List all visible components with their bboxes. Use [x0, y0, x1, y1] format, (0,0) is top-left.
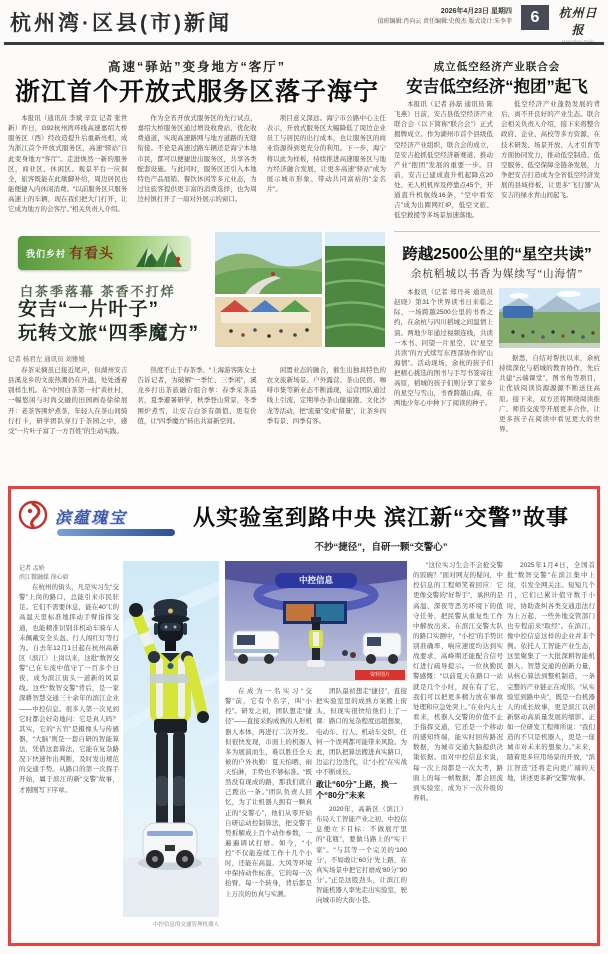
tea-headline-line1: 安吉“一片叶子”: [18, 299, 160, 320]
robot-photo-caption: 中控信息的交通管理机器人: [152, 922, 219, 928]
tea-col-3: 闲置业态的融合，催生出独具特色的农文旅新场景。户外露营、茶山民宿、咖啡市集等新业态不断涌现，运营团队通过线上引流，定期举办茶山健康跑、文化沙龙等活动，把“流量”变成“留量”，让茶乡四季有景、四季有客。: [266, 367, 386, 425]
robot-col-d: “这位实习生会不会抢交警的饭碗？”面对网友的疑问，中控信息的工程师笑着回应：它更像交警的“好帮手”，承担的是高温、深夜等恶劣环境下的值守任务，把民警从重复性工作中解放出来。在滨江交警大队的路口实测中，“小控”的手势识别准确率、响应速度均达到实战要求，高峰期还能配合信号灯进行疏导提示。一位执勤民警感慨：“以前夏天在路口一站就是几个小时，现在有了它，我们可以把更多精力放在事故处理和应急处突上。”在业内人士看来，机器人交警的价值不止于指挥交通，它还是一个移动的感知终端，能实时回传路况数据，为城市交通大脑提供决策依据。而对中控信息来说，每一次上岗都是一次大考，路面上的每一帧数据，都会回流到实验室，成为下一次升级的养料。: [413, 562, 503, 802]
tea-kicker: 白茶季落幕 茶香不打烊: [20, 284, 176, 299]
countryside-badge: [18, 236, 190, 270]
tea-col-2: 热度不止于春茶季。“上海游客陈女士告诉记者，为破解“一季忙、三季闲”，溪龙乡打出茶旅融合组合拳：春季采茶品茗，夏季避暑研学，秋季登山赏景，冬季围炉煮雪，让安吉白茶有颜值、更有价值，让“四季魔方”转出共富新空间。: [137, 367, 257, 425]
low-altitude-col-2: 低空经济产业蓬勃发展的背后，离不开良好的产业生态。联合会相关负责人介绍，接下来将整合政府、企业、高校等多方资源，在技术研发、场景开放、人才引育等方面协同发力，推动低空制造、低空服务、低空保障全链条发展，力争把安吉打造成为全省低空经济发展的县域样板，让更多“飞行器”从安吉的绿水青山间起飞。: [501, 101, 600, 200]
tea-headline: [18, 298, 213, 347]
binyun-flower-icon: [17, 499, 49, 531]
date-line: 2026年4月23日 星期四: [440, 8, 512, 15]
tea-col-1: 春茶采摘虽已接近尾声，但湖州安吉县溪龙乡的文旅热潮仍在升温，处处透着别样生机。在“中国白茶第一村”黄杜村，一幅悠闲与时尚交融的田园画卷徐徐展开：老茶客围炉煮茶，年轻人在茶山间骑行打卡，研学团队穿行于茶园之中，感受“一片叶子富了一方百姓”的生动实践。: [8, 367, 128, 435]
service-area-headline: 浙江首个开放式服务区落子海宁: [14, 78, 379, 106]
reading-headline: 跨越2500公里的“星空共读”: [402, 246, 592, 263]
robot-byline-line1: 记者 孟娇: [19, 566, 45, 572]
robot-col-e: 2025年1月4日，全国首批“数智交警”在滨江集中上岗，引发全网关注。短短几个月，它们已累计值守数千小时，协助查纠各类交通违法行为上万起，一些外地交管部门也专程前来“取经”。在滨江，像中控信息这样的企业并非个例。依托人工智能产业生态，这里聚集了一大批深耕智能机器人、智慧交通的创新力量，从核心算法到整机制造，一条完整的产业链正在成形。“从实验室到路中央”，既是一台机器人的成长故事，更是滨江以创新驱动高质量发展的缩影。正如一位研发工程师所说：“我们造的不只是机器人，更是一座城市对未来的想象力。”未来，随着更多应用场景的开放，“滨江智造”还将走向更广阔的天地，讲述更多新“交警”故事。: [507, 562, 595, 782]
header-meta: [300, 7, 512, 27]
low-altitude-body: [394, 100, 600, 226]
robot-col-b: 在成为一名实习“交警”前，它有个名字，叫“小控”。研发之初，团队想走“捷径”——直接采购成熟的人形机器人本体，再进行二次开发。但很快发现，市面上的机器人多为展演而生，难以胜任全天候的户外执勤：夏天怕晒、雨天怕淋，手势也不够标准。“既然没有现成的路，那我们就自己蹚出一条。”团队负责人回忆，为了让机器人拥有一颗真正的“交警心”，他们从零开始自研运动控制算法，把交警手势拆解成上百个动作参数，一遍遍调试打磨。如今，“小控”不仅能连续工作十几个小时，还能在高温、大风等环境中保持动作标准，它的每一次抬臂、每一个转身，背后都是上万次的仿真与实测。: [225, 688, 312, 898]
robot-article-box: [8, 486, 600, 946]
masthead: [553, 4, 603, 44]
low-altitude-headline: 安吉低空经济“抱团”起飞: [406, 78, 588, 96]
low-altitude-kicker: 成立低空经济产业联合会: [433, 61, 561, 73]
tea-byline: 记者 杨君左 通讯员 刘雅媛: [8, 356, 85, 363]
robot-subhead: 不抄“捷径”，自研一颗“交警心”: [314, 542, 448, 553]
binyun-logo-swoosh: [57, 529, 175, 543]
tea-body: [8, 366, 386, 466]
exhibition-photo: [225, 561, 407, 681]
binyun-logo-text: 滨蕴瑰宝: [55, 510, 128, 527]
photo-overlay-label: 资料图片: [355, 670, 405, 680]
service-area-col-2: 作为全省开放式服务区的先行试点，嘉绍大桥服务区通过增设收费站、优化收费通道，实现高速路网与地方道路的无缝衔接。不论是高速过路车辆还是海宁本地市民，都可以便捷进出服务区，共享各类配套设施。与此同时，服务区还引入本地特色产品展销、餐饮休闲等多元业态，为过往旅客提供更丰富的消费选择，也为周边村镇打开了一扇对外展示的窗口。: [137, 115, 257, 203]
service-area-kicker: 高速“驿站”变身地方“客厅”: [107, 60, 286, 74]
reading-col-1: 本报讯（记者 郑丹英 通讯员 赵晓）第31个世界读书日来临之际，一场跨越2500公里的书香之约，在余杭与四川稻城之间温情上演。两地少年通过视频连线，共读一本书、同望一片星空，以“星空共读”的方式续写东西部协作的“山海情”。活动现场，余杭的孩子们把精心挑选的图书与手写书签寄往高原，稻城的孩子们则分享了家乡的星空与雪山，书香跨越山海，在两地少年心中种下了阅读的种子。: [394, 289, 493, 408]
service-area-body: [8, 114, 386, 226]
mountain-illustration-icon: [134, 239, 186, 267]
page-number-badge: 6: [521, 5, 549, 30]
binyun-logo-pinyin: BIN YUN GUI BAO: [81, 538, 151, 543]
tea-headline-line2: 玩转文旅“四季魔方”: [18, 323, 200, 345]
robot-col-a: 在杭州的街头，凡是实习生“交警”上岗的路口，总能引来市民驻足。它们不需要休息，能在40℃的高温天里标准地挥动手臂指挥交通，也能精准识别非机动车骑车人未佩戴安全头盔、行人闯红灯等行为。自去年12月1日起在杭州高新区（滨江）上岗以来，这批“数智交警”已在车流中值守了一百多个日夜，成为滨江街头一道新的风景线。这些“数智交警”背后，是一家深耕智慧交通三十余年的滨江企业——中控信息。很多人第一次见到它时都会好奇地问：它是真人吗？其实，它的“五官”是摄像头与传感器，“大脑”则是一套自研的智能算法，凭借这套算法，它能在复杂路况下快速作出判断，及时发出规范的交通手势。从路口的第一次挥手开始，属于滨江的新“交警”故事，才刚刚写下序章。: [19, 584, 119, 794]
robot-photo: [123, 561, 219, 917]
section-title: 杭州湾·区县(市)新闻: [10, 12, 232, 35]
paper-name: 杭州日报: [558, 6, 598, 37]
robot-byline: [19, 563, 119, 581]
badge-prefix: 我们乡村: [26, 248, 67, 259]
reading-col-2: 据悉，自结对帮扶以来，余杭持续深化与稻城的教育协作，先后共建“云端课堂”、图书角等项目，让优质阅读资源源源不断送往高原。接下来，双方还将围绕阅读推广、师资交流等开展更多合作，让更多孩子在阅读中看见更大的世界。: [499, 355, 600, 433]
badge-highlight: 有看头: [69, 245, 115, 261]
reading-subhead: 余杭稻城以书香为媒续写“山海情”: [410, 269, 584, 280]
robot-col-c-top: 团队最初想走“捷径”，直接把实验室里的成熟方案搬上街头，但现实很快给他们上了一课：路口的复杂程度远超想象，电动车、行人、机动车交织，任何一个误判都可能带来风险。为此，团队把算法搬进真实路口，边运行边迭代，让“小控”在实战中不断成长。: [316, 688, 407, 776]
exhibition-sign: 中控信息: [298, 575, 333, 585]
right-column-divider: [394, 231, 600, 232]
service-area-col-1: 本报讯（通讯员 李斌 辛宣 记者 张世新）昨日，G92杭州湾环线高速嘉绍大桥服务区（西）经改造提升后重新亮相，成为浙江首个开放式服务区，高速“驿站”自此变身地方“客厅”。走进焕然一新的服务区，商业区、休闲区、观景平台一应俱全，旅客既能在此歇脚补给，周边居民也能便捷入内休闲消费。“以前服务区只服务高速上的车辆，现在我们把大门打开，让它成为地方的会客厅。”相关负责人介绍。: [8, 115, 128, 214]
robot-byline-line2: 滨江微融媒 徐心如: [19, 575, 69, 581]
robot-headline: 从实验室到路中央 滨江新“交警”故事: [192, 505, 570, 530]
robot-col-c-bottom: 2020年，高新区（滨江）布局人工智能产业之初，中控信息便立下目标：不做展厅里的“花瓶”，要做马路上的“实干家”。“与其等一个完美的‘100分’，不如敢让‘60分’先上路，在真实场景中把它打磨成‘80分’‘90分’。”正是这股劲头，让滨江的智能机器人率先走出实验室，驶向城市的大街小巷。: [316, 806, 407, 905]
binyun-logo: [17, 497, 177, 553]
robot-crosshead: 敢让“60分”上路，换一个“80分”未来: [316, 780, 397, 800]
low-altitude-col-1: 本报讯（记者 孙磊 通讯员 陈飞燕）日前，安吉县低空经济产业联合会（以下简称“联合会”）正式揭牌成立。作为湖州市首个县级低空经济产业组织，联合会的成立，是安吉抢抓低空经济新赛道、推动产业“抱团”发展的重要一步。目前，安吉已建成直升机起降点20处、无人机机库及停靠点45个，开通直升机航线16条，“空中看安吉”成为出圈网红IP，低空文旅、低空救援等多场景加速落地。: [394, 101, 493, 220]
service-area-col-3: 项目意义深远。海宁市公路中心主任表示，开放式服务区大幅降低了周边企业员工与居民的出行成本，也让服务区的商业资源得到更充分的利用。下一步，海宁将以此为样板，持续推进高速服务区与地方经济融合发展，让更多高速“驿站”成为展示城市形象、带动共同富裕的“金名片”。: [266, 115, 386, 193]
header-rule: [4, 42, 604, 45]
tea-collage-photo: [215, 232, 385, 347]
editors-line: 值班编辑:肖向云 责任编辑:史俊杰 版式设计:朱李菲: [377, 18, 512, 25]
reading-photo: [499, 288, 600, 348]
